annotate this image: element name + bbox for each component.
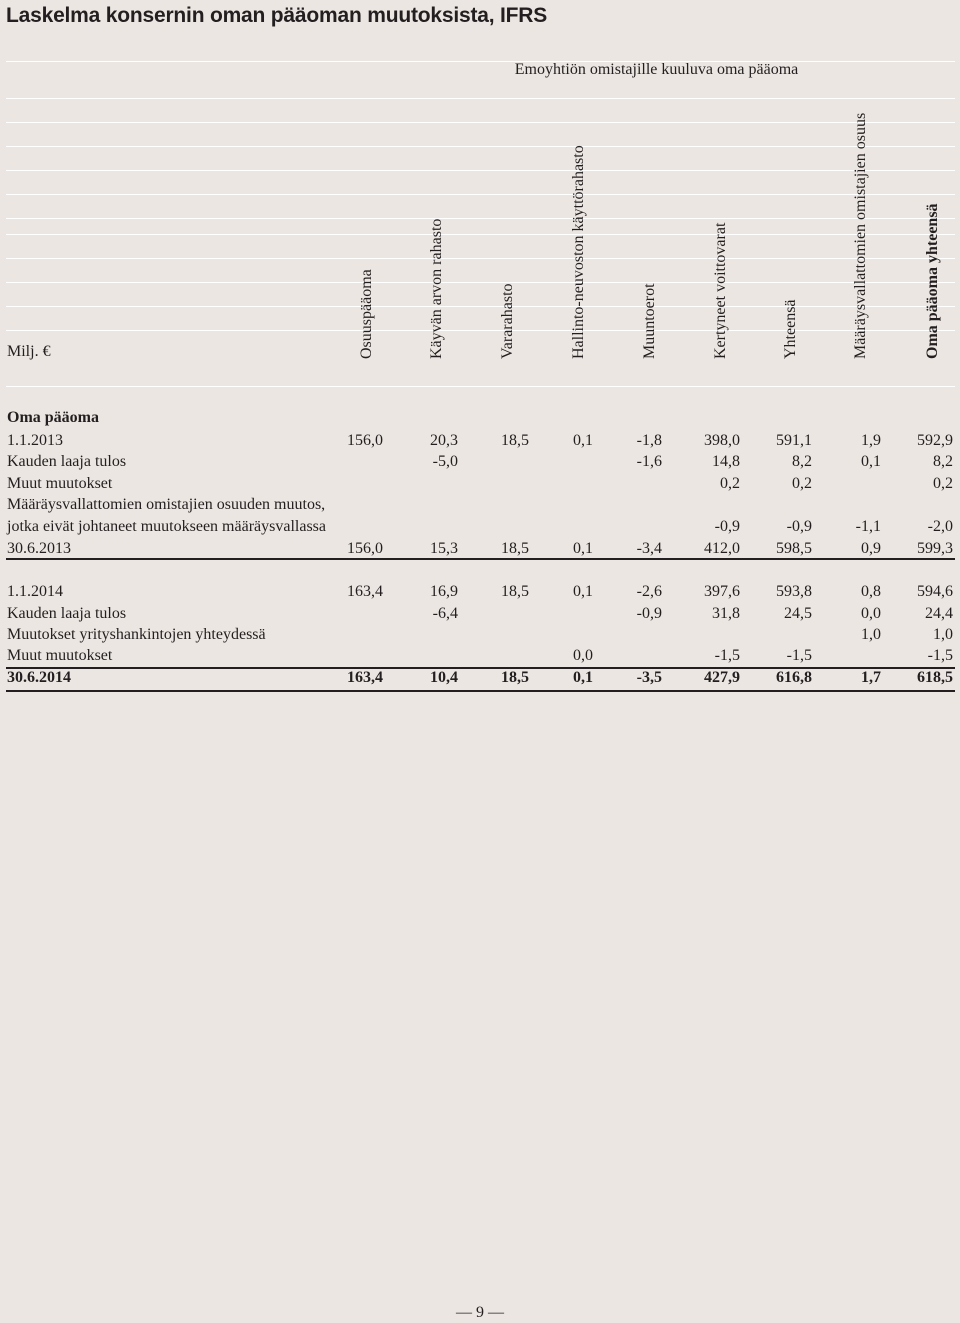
table-cell: 0,1 (573, 540, 593, 557)
table-cell: 16,9 (430, 583, 458, 600)
table-rule (6, 558, 955, 560)
table-cell: -2,0 (927, 518, 953, 535)
table-cell: 398,0 (704, 432, 740, 449)
table-cell: 8,2 (933, 453, 953, 470)
table-cell: 0,8 (861, 583, 881, 600)
separator (6, 194, 955, 195)
separator (6, 306, 955, 307)
table-cell: 31,8 (712, 605, 740, 622)
table-cell: -0,9 (636, 605, 662, 622)
column-header: Muuntoerot (641, 283, 658, 359)
row-label: jotka eivät johtaneet muutokseen määräysvallassa (7, 518, 326, 535)
separator (6, 386, 955, 387)
column-header: Hallinto-neuvoston käyttörahasto (570, 145, 587, 359)
table-cell: 18,5 (501, 669, 529, 686)
table-cell: 18,5 (501, 540, 529, 557)
separator (6, 146, 955, 147)
table-rule (6, 690, 955, 692)
table-cell: -0,9 (714, 518, 740, 535)
column-header: Osuuspääoma (358, 269, 375, 359)
table-cell: -2,6 (636, 583, 662, 600)
table-cell: -1,1 (855, 518, 881, 535)
group-header: Emoyhtiön omistajille kuuluva oma pääoma (514, 61, 799, 78)
table-cell: 1,7 (861, 669, 881, 686)
table-cell: 163,4 (347, 669, 383, 686)
table-cell: 24,4 (925, 605, 953, 622)
separator (6, 330, 955, 331)
row-label: 1.1.2013 (7, 432, 63, 449)
table-cell: 593,8 (776, 583, 812, 600)
table-row (6, 473, 955, 494)
section-heading (6, 407, 955, 428)
separator (6, 122, 955, 123)
row-label: Kauden laaja tulos (7, 453, 127, 470)
column-header: Käyvän arvon rahasto (428, 218, 445, 359)
page-number: — 9 — (456, 1304, 504, 1321)
table-cell: 0,1 (573, 583, 593, 600)
unit-label: Milj. € (7, 343, 51, 360)
table-cell: 24,5 (784, 605, 812, 622)
page-title: Laskelma konsernin oman pääoman muutoksista, IFRS (6, 4, 548, 27)
table-cell: 0,2 (720, 475, 740, 492)
table-cell: 1,9 (861, 432, 881, 449)
table-cell: -1,8 (636, 432, 662, 449)
table-cell: 598,5 (776, 540, 812, 557)
table-cell: 0,2 (933, 475, 953, 492)
table-cell: 20,3 (430, 432, 458, 449)
table-cell: -1,5 (714, 647, 740, 664)
table-cell: 0,1 (861, 453, 881, 470)
table-cell: 0,0 (861, 605, 881, 622)
table-cell: 156,0 (347, 432, 383, 449)
table-cell: 14,8 (712, 453, 740, 470)
table-row (6, 581, 955, 602)
section-heading-label: Oma pääoma (7, 409, 99, 426)
table-row (6, 494, 955, 515)
column-header: Yhteensä (782, 299, 799, 359)
table-cell: 18,5 (501, 583, 529, 600)
table-row (6, 430, 955, 451)
column-header: Määräysvallattomien omistajien osuus (852, 112, 869, 359)
row-label: 1.1.2014 (7, 583, 63, 600)
table-cell: 397,6 (704, 583, 740, 600)
table-cell: 599,3 (917, 540, 953, 557)
row-label: Muut muutokset (7, 475, 113, 492)
table-cell: 10,4 (430, 669, 458, 686)
table-cell: -6,4 (432, 605, 458, 622)
table-cell: 156,0 (347, 540, 383, 557)
table-cell: 0,9 (861, 540, 881, 557)
table-row (6, 645, 955, 666)
table-cell: 618,5 (917, 669, 953, 686)
table-cell: 616,8 (776, 669, 812, 686)
row-label: Kauden laaja tulos (7, 605, 127, 622)
table-cell: 18,5 (501, 432, 529, 449)
table-cell: -3,5 (636, 669, 662, 686)
table-row (6, 538, 955, 559)
table-cell: 412,0 (704, 540, 740, 557)
table-cell: 594,6 (917, 583, 953, 600)
separator (6, 282, 955, 283)
table-cell: -1,5 (786, 647, 812, 664)
table-cell: 8,2 (792, 453, 812, 470)
table-cell: -5,0 (432, 453, 458, 470)
separator (6, 258, 955, 259)
table-row (6, 451, 955, 472)
column-header: Kertyneet voittovarat (712, 222, 729, 359)
table-cell: 0,1 (573, 432, 593, 449)
row-label: 30.6.2013 (7, 540, 71, 557)
row-label: Määräysvallattomien omistajien osuuden muutos, (7, 496, 326, 513)
table-cell: 0,2 (792, 475, 812, 492)
table-cell: 163,4 (347, 583, 383, 600)
table-cell: 591,1 (776, 432, 812, 449)
table-rule (6, 667, 955, 669)
table-row (6, 667, 955, 688)
table-cell: 427,9 (704, 669, 740, 686)
table-cell: 0,0 (573, 647, 593, 664)
table-cell: -1,6 (636, 453, 662, 470)
table-cell: -3,4 (636, 540, 662, 557)
separator (6, 170, 955, 171)
separator (6, 234, 955, 235)
table-cell: 1,0 (933, 626, 953, 643)
separator (6, 218, 955, 219)
column-header: Oma pääoma yhteensä (924, 203, 941, 359)
row-label: Muut muutokset (7, 647, 113, 664)
table-row (6, 624, 955, 645)
table-cell: 0,1 (573, 669, 593, 686)
table-cell: 15,3 (430, 540, 458, 557)
row-label: Muutokset yrityshankintojen yhteydessä (7, 626, 266, 643)
table-cell: -1,5 (927, 647, 953, 664)
table-cell: 592,9 (917, 432, 953, 449)
row-label: 30.6.2014 (7, 669, 71, 686)
separator (6, 98, 955, 99)
table-cell: -0,9 (786, 518, 812, 535)
table-row (6, 603, 955, 624)
table-row (6, 516, 955, 537)
column-header: Vararahasto (499, 283, 516, 359)
table-cell: 1,0 (861, 626, 881, 643)
